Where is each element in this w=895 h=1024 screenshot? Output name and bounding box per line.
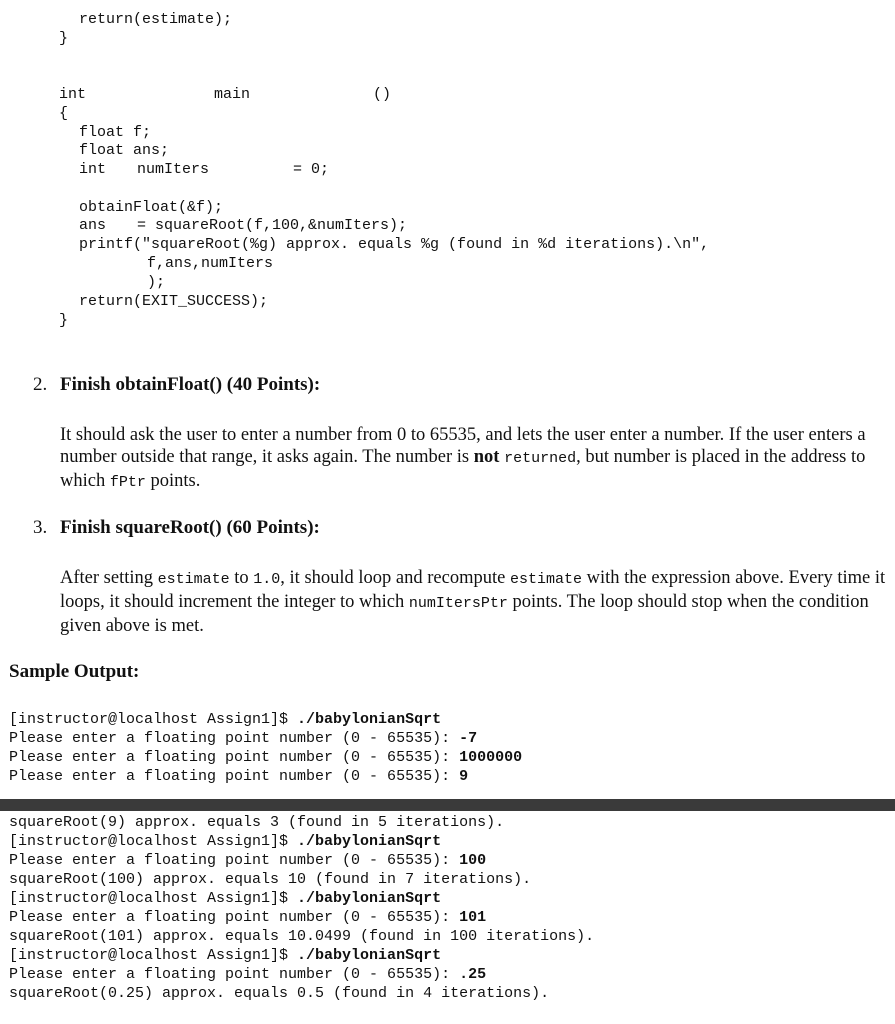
code-decl-ans: float ans; (79, 142, 170, 159)
terminal-line: squareRoot(100) approx. equals 10 (found in 7 iterations). (9, 871, 532, 888)
section-2-text: It should ask the user to enter a number from 0 to 65535, and lets the user enter a number. If the user enters a number outside that range, it asks again. The number is (60, 425, 866, 467)
section-3-text-5: points. The loop should stop when the condition given above is met. (60, 592, 869, 636)
terminal-line: [instructor@localhost Assign1]$ ./babylonianSqrt (9, 890, 442, 907)
page-divider (0, 799, 895, 811)
code-decl-numiters: numIters (137, 161, 210, 178)
code-printf-close: ); (147, 274, 166, 291)
code-main-parens: () (373, 86, 392, 103)
code-brace-close: } (59, 30, 69, 47)
section-2-fptr: fPtr (109, 474, 146, 491)
section-3-text-4: with the expression above. Every time it loops, it should increment the integer to which (60, 568, 886, 612)
code-printf-args: f,ans,numIters (147, 255, 274, 272)
terminal-line: squareRoot(0.25) approx. equals 0.5 (found in 4 iterations). (9, 985, 550, 1002)
section-2-returned: returned (504, 450, 577, 467)
section-2-number: 2. (33, 374, 48, 395)
section-3-text-2: to (229, 568, 254, 588)
code-decl-init: = 0; (293, 161, 330, 178)
section-2-text-2: , but number is placed in the address to which (60, 447, 866, 491)
code-fn-main: main (214, 86, 251, 103)
code-brace-close-main: } (59, 312, 69, 329)
code-return-exit: return(EXIT_SUCCESS); (79, 293, 269, 310)
section-2-title: Finish obtainFloat() (40 Points): (60, 374, 321, 395)
code-ans-assign: = squareRoot(f,100,&numIters); (137, 217, 408, 234)
terminal-output-bottom (9, 813, 594, 1003)
code-kw-int: int (59, 86, 87, 103)
terminal-line: Please enter a floating point number (0 - 65535): 100 (9, 852, 487, 869)
terminal-line: Please enter a floating point number (0 - 65535): 9 (9, 768, 469, 785)
code-ans-label: ans (79, 217, 107, 234)
terminal-line: [instructor@localhost Assign1]$ ./babylonianSqrt (9, 711, 442, 728)
sample-output-heading: Sample Output: (9, 661, 140, 682)
section-3-text-3: , it should loop and recompute (280, 568, 510, 588)
section-3-heading (33, 517, 320, 539)
section-3-estimate: estimate (157, 571, 230, 588)
terminal-line: Please enter a floating point number (0 - 65535): 1000000 (9, 749, 523, 766)
terminal-line: [instructor@localhost Assign1]$ ./babylonianSqrt (9, 833, 442, 850)
terminal-line: squareRoot(101) approx. equals 10.0499 (found in 100 iterations). (9, 928, 595, 945)
terminal-line: Please enter a floating point number (0 - 65535): .25 (9, 966, 487, 983)
code-brace-open: { (59, 105, 69, 122)
terminal-line: squareRoot(9) approx. equals 3 (found in 5 iterations). (9, 814, 505, 831)
terminal-line: Please enter a floating point number (0 - 65535): 101 (9, 909, 487, 926)
section-3-number: 3. (33, 517, 48, 538)
code-printf: printf("squareRoot(%g) approx. equals %g (found in %d iterations).\n", (79, 236, 710, 253)
section-3-estimate-2: estimate (509, 571, 582, 588)
section-3-one: 1.0 (253, 571, 281, 588)
section-2-text-3: points. (145, 471, 201, 491)
code-line-return-estimate: return(estimate); (79, 11, 233, 28)
code-call-obtain: obtainFloat(&f); (79, 199, 224, 216)
section-3-text: After setting (60, 568, 158, 588)
code-decl-int: int (79, 161, 107, 178)
section-2-paragraph (60, 424, 895, 494)
terminal-line: Please enter a floating point number (0 - 65535): -7 (9, 730, 478, 747)
section-2-heading (33, 374, 320, 396)
section-3-paragraph (60, 567, 895, 637)
section-3-title: Finish squareRoot() (60 Points): (60, 517, 320, 538)
terminal-line: [instructor@localhost Assign1]$ ./babylonianSqrt (9, 947, 442, 964)
terminal-output-top (9, 710, 522, 786)
section-3-numitersptr: numItersPtr (408, 595, 508, 612)
section-2-not: not (473, 447, 500, 467)
code-decl-f: float f; (79, 124, 152, 141)
